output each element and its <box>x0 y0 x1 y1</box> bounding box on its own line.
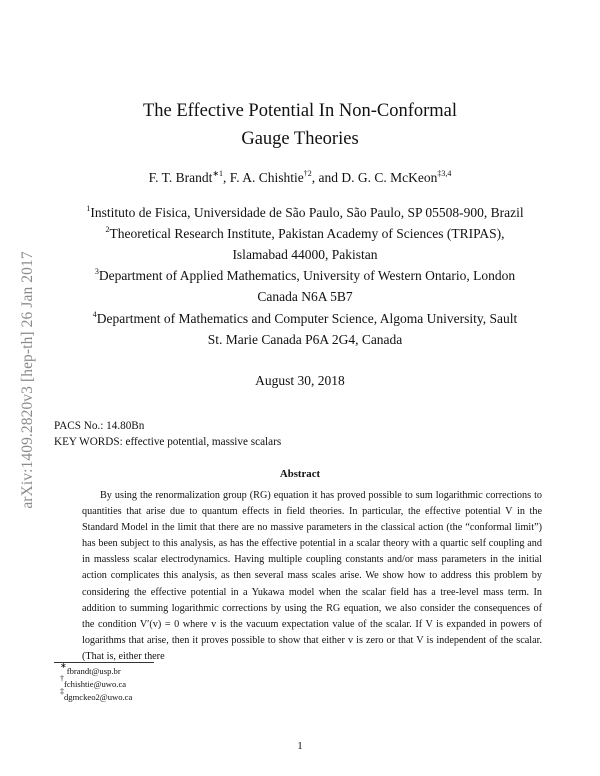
affiliation-text-cont: St. Marie Canada P6A 2G4, Canada <box>207 332 403 347</box>
affiliation-number: 3 <box>94 267 99 276</box>
paper-title <box>0 97 600 153</box>
affiliation-text: Department of Mathematics and Computer Science, Algoma University, Sault <box>96 311 518 326</box>
keywords: KEY WORDS: effective potential, massive scalars <box>54 436 282 448</box>
affiliation-number: 1 <box>86 204 91 213</box>
footnote-mark: ∗ <box>60 661 67 670</box>
footnote-1 <box>60 661 121 676</box>
abstract-body: By using the renormalization group (RG) equation it has proved possible to sum logarithmic corrections to quantities that arise due to quantum effects in field theories. In particular, the effective potential V in the Standard Model in the limit that there are no massive parameters in the classical action (the “conformal limit”) has been subject to this analysis, as has the effective potential in a scalar theory with a quartic self coupling and in massless scalar electrodynamics. Having multiple coupling constants and/or mass parameters in the initial action complicates this analysis, as then several mass scales arise. We show how to address this problem by considering the effective potential in a Yukawa model when the scalar field has a tree-level mass term. In addition to summing logarithmic corrections by using the RG equation, we also consider the consequences of the condition V′(v) = 0 where v is the vacuum expectation value of the scalar. If V is expanded in powers of logarithms that arise, then it proves possible to show that either v is zero or that V is independent of the scalar. (That is, either there <box>82 490 542 662</box>
affiliation-number: 2 <box>105 225 110 234</box>
footnote-mark: ‡ <box>60 687 64 696</box>
abstract-heading: Abstract <box>279 468 321 480</box>
affiliation-text: Theoretical Research Institute, Pakistan Academy of Sciences (TRIPAS), <box>109 226 505 241</box>
page-number: 1 <box>297 740 303 752</box>
footnote-email: fbrandt@usp.br <box>66 666 121 676</box>
arxiv-stamp-text: arXiv:1409.2820v3 [hep-th] 26 Jan 2017 <box>19 251 36 509</box>
author-separator: , <box>223 170 230 185</box>
title-line-1: The Effective Potential In Non-Conformal <box>142 101 458 121</box>
affiliation-text: Instituto de Fisica, Universidade de São Paulo, São Paulo, SP 05508-900, Brazil <box>90 205 524 220</box>
affiliation-2 <box>50 223 560 265</box>
footnote-2 <box>60 674 127 689</box>
author-list <box>0 170 600 186</box>
paper-date: August 30, 2018 <box>255 373 345 388</box>
author-separator: , and <box>311 170 342 185</box>
affiliation-text: Department of Applied Mathematics, University of Western Ontario, London <box>98 268 516 283</box>
author-mckeon-mark: ‡3,4 <box>437 169 452 178</box>
affiliation-number: 4 <box>92 310 97 319</box>
author-mckeon: D. G. C. McKeon <box>341 170 438 185</box>
author-chishtie: F. A. Chishtie <box>229 170 304 185</box>
footnote-email: fchishtie@uwo.ca <box>64 679 127 689</box>
pacs-number: PACS No.: 14.80Bn <box>54 420 145 432</box>
affiliation-4 <box>50 308 560 350</box>
title-line-2: Gauge Theories <box>241 129 359 149</box>
affiliation-text-cont: Islamabad 44000, Pakistan <box>232 247 378 262</box>
author-brandt: F. T. Brandt <box>148 170 213 185</box>
footnote-divider <box>54 662 154 663</box>
affiliation-3 <box>50 265 560 307</box>
footnote-mark: † <box>60 674 64 683</box>
footnote-3 <box>60 687 133 702</box>
author-chishtie-mark: †2 <box>303 169 312 178</box>
author-brandt-mark: ∗1 <box>212 169 224 178</box>
affiliation-text-cont: Canada N6A 5B7 <box>257 289 353 304</box>
affiliation-1 <box>50 202 560 223</box>
footnote-email: dgmckeo2@uwo.ca <box>64 692 133 702</box>
